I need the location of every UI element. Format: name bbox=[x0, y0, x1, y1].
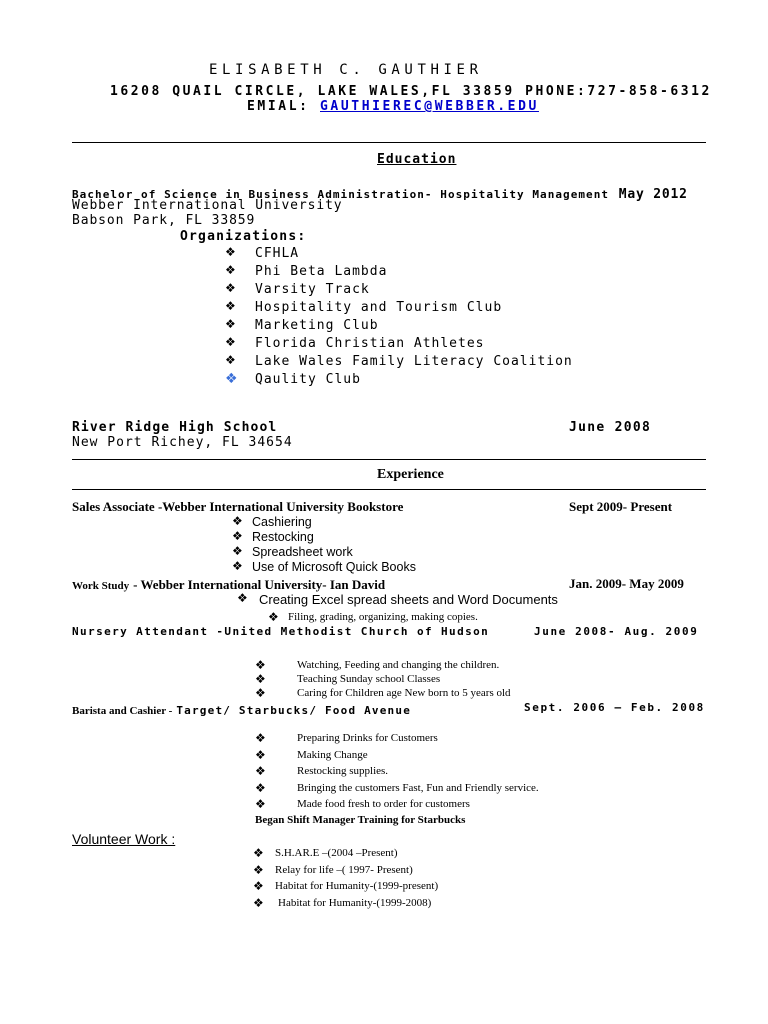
divider-top bbox=[72, 142, 706, 143]
job-1-date: Sept 2009- Present bbox=[569, 499, 673, 514]
diamond-bullet-icon: ❖ bbox=[253, 846, 264, 860]
job-3-title: Nursery Attendant -United Methodist Church of Hudson bbox=[72, 625, 490, 638]
diamond-bullet-icon: ❖ bbox=[268, 610, 279, 624]
resume-name: ELISABETH C. GAUTHIER bbox=[209, 62, 483, 78]
diamond-bullet-icon: ❖ bbox=[255, 780, 266, 795]
diamond-bullet-icon: ❖ bbox=[255, 764, 266, 778]
job-3-date: June 2008- Aug. 2009 bbox=[534, 625, 699, 638]
list-item: Made food fresh to order for customers bbox=[297, 798, 470, 810]
list-item: Lake Wales Family Literacy Coalition bbox=[255, 354, 573, 369]
diamond-bullet-icon: ❖ bbox=[255, 797, 266, 811]
school-location: Babson Park, FL 33859 bbox=[72, 213, 256, 228]
divider-edu bbox=[72, 459, 706, 460]
job-4-title-small: Barista and Cashier - bbox=[72, 705, 173, 717]
list-item: Use of Microsoft Quick Books bbox=[252, 560, 416, 574]
job-4-note: Began Shift Manager Training for Starbucks bbox=[255, 814, 466, 826]
list-item: Cashiering bbox=[252, 515, 312, 529]
job-4-title-main: Target/ Starbucks/ Food Avenue bbox=[176, 704, 412, 717]
high-school-location: New Port Richey, FL 34654 bbox=[72, 435, 293, 450]
email-link[interactable]: GAUTHIEREC@WEBBER.EDU bbox=[320, 99, 539, 114]
diamond-bullet-icon: ❖ bbox=[225, 335, 236, 349]
list-item: Habitat for Humanity-(1999-present) bbox=[275, 880, 439, 892]
job-1-title: Sales Associate -Webber International University Bookstore bbox=[72, 499, 404, 514]
list-item: Creating Excel spread sheets and Word Documents bbox=[259, 592, 558, 607]
list-item: Making Change bbox=[297, 748, 368, 761]
list-item: Preparing Drinks for Customers bbox=[297, 732, 438, 744]
email-line bbox=[247, 99, 539, 114]
diamond-bullet-icon: ❖ bbox=[225, 317, 236, 331]
list-item: Florida Christian Athletes bbox=[255, 336, 485, 351]
list-item: Watching, Feeding and changing the children. bbox=[297, 659, 500, 671]
list-item: Varsity Track bbox=[255, 282, 370, 297]
diamond-bullet-icon: ❖ bbox=[225, 263, 236, 277]
degree-title: Bachelor of Science in Business Administration- Hospitality Management bbox=[72, 188, 610, 201]
job-2-title-main: - Webber International University- Ian David bbox=[133, 577, 386, 592]
diamond-bullet-icon: ❖ bbox=[255, 747, 266, 762]
diamond-bullet-icon: ❖ bbox=[232, 529, 243, 543]
job-4-date: Sept. 2006 – Feb. 2008 bbox=[524, 701, 705, 714]
job-4-title bbox=[72, 701, 411, 719]
diamond-bullet-icon: ❖ bbox=[225, 245, 236, 259]
diamond-bullet-icon: ❖ bbox=[225, 353, 236, 367]
list-item: Marketing Club bbox=[255, 318, 379, 333]
diamond-bullet-icon: ❖ bbox=[255, 672, 266, 686]
list-item: Restocking supplies. bbox=[297, 765, 389, 777]
list-item: Relay for life –( 1997- Present) bbox=[275, 863, 413, 876]
list-item: Hospitality and Tourism Club bbox=[255, 300, 503, 315]
list-item: S.H.AR.E –(2004 –Present) bbox=[275, 847, 398, 859]
diamond-bullet-icon: ❖ bbox=[225, 281, 236, 295]
diamond-bullet-icon: ❖ bbox=[253, 862, 264, 877]
job-2-title-small: Work Study bbox=[72, 580, 130, 592]
volunteer-heading: Volunteer Work : bbox=[72, 831, 176, 847]
diamond-bullet-icon: ❖ bbox=[225, 299, 236, 313]
diamond-bullet-icon: ❖ bbox=[255, 686, 266, 700]
list-item: Phi Beta Lambda bbox=[255, 264, 388, 279]
list-item: Caring for Children age New born to 5 years old bbox=[297, 687, 511, 699]
experience-heading: Experience bbox=[377, 467, 444, 482]
high-school-date: June 2008 bbox=[569, 420, 652, 435]
list-item: Bringing the customers Fast, Fun and Friendly service. bbox=[297, 781, 539, 794]
diamond-bullet-icon: ❖ bbox=[255, 731, 266, 745]
job-2-date: Jan. 2009- May 2009 bbox=[569, 576, 684, 591]
education-heading: Education bbox=[377, 152, 457, 167]
diamond-bullet-icon: ❖ bbox=[237, 591, 248, 605]
diamond-bullet-icon: ❖ bbox=[232, 559, 243, 573]
list-item: Restocking bbox=[252, 530, 314, 544]
diamond-bullet-icon: ❖ bbox=[232, 544, 243, 558]
high-school-name: River Ridge High School bbox=[72, 420, 278, 435]
list-item: Spreadsheet work bbox=[252, 545, 353, 559]
diamond-bullet-icon: ❖ bbox=[232, 514, 243, 528]
list-item: CFHLA bbox=[255, 246, 300, 261]
diamond-bullet-icon: ❖ bbox=[225, 371, 238, 387]
list-item: Filing, grading, organizing, making copies. bbox=[288, 611, 478, 623]
divider-exp bbox=[72, 489, 706, 490]
email-label: EMIAL: bbox=[247, 99, 310, 114]
degree-date: May 2012 bbox=[618, 187, 688, 202]
address-line: 16208 QUAIL CIRCLE, LAKE WALES,FL 33859 PHONE:727-858-6312 bbox=[110, 84, 712, 99]
list-item: Qaulity Club bbox=[255, 372, 361, 387]
school-name: Webber International University bbox=[72, 198, 343, 213]
list-item: Teaching Sunday school Classes bbox=[297, 673, 441, 685]
diamond-bullet-icon: ❖ bbox=[253, 879, 264, 893]
organizations-heading: Organizations: bbox=[180, 229, 307, 244]
diamond-bullet-icon: ❖ bbox=[253, 895, 264, 910]
list-item: Habitat for Humanity-(1999-2008) bbox=[278, 896, 432, 909]
diamond-bullet-icon: ❖ bbox=[255, 658, 266, 672]
